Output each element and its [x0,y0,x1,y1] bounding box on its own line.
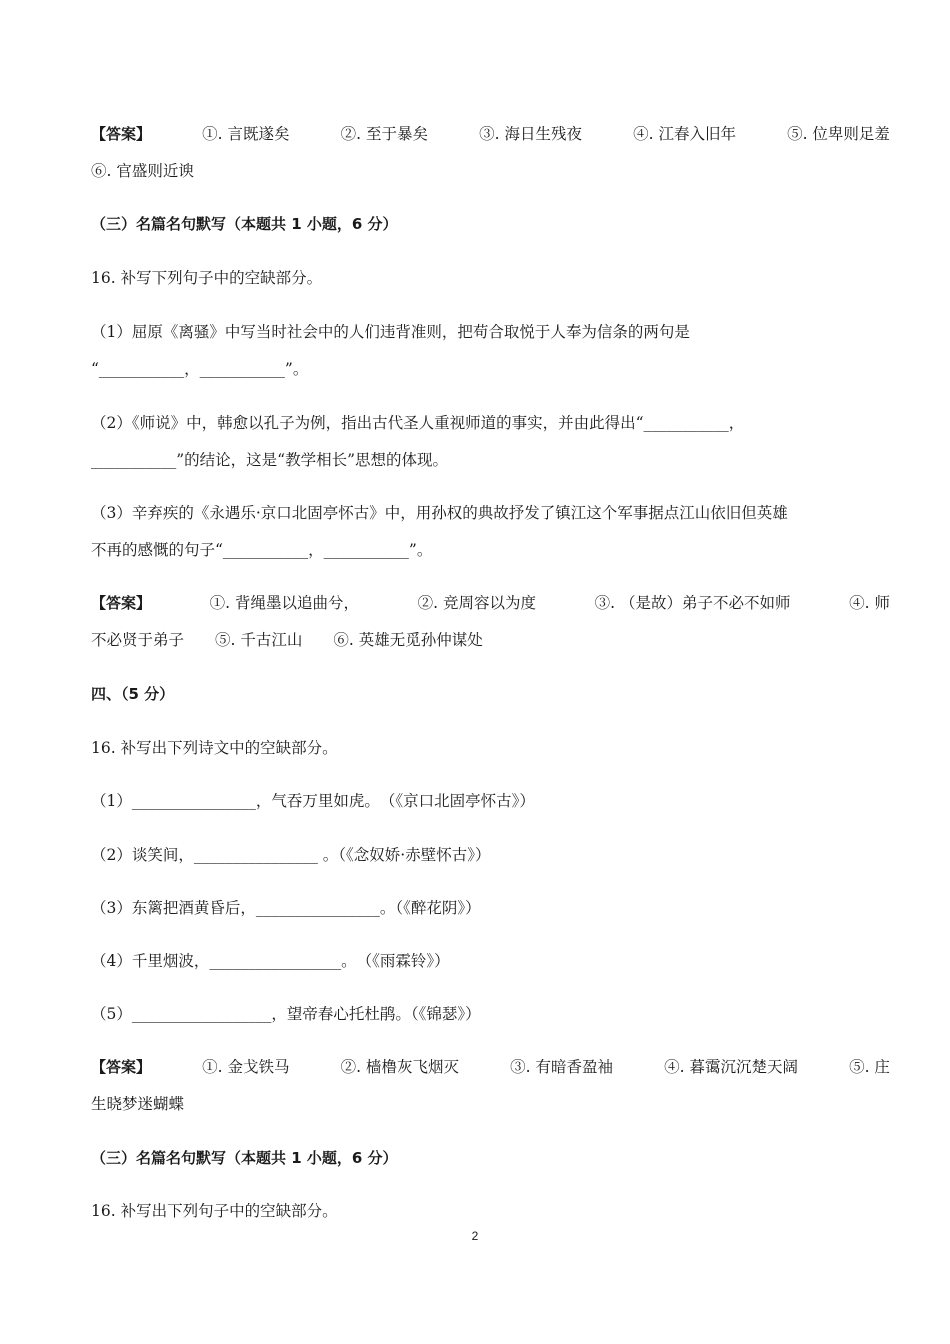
answer-item: ②. 至于暴矣 [340,125,428,143]
page-number: 2 [471,1229,479,1243]
section-heading: 四、（5 分） [91,685,175,703]
answer-item: ④. 暮霭沉沉楚天阔 [664,1058,798,1076]
section-heading: （三）名篇名句默写（本题共 1 小题，6 分） [91,1149,398,1167]
question-item: （3）东篱把酒黄昏后，________________。（《醉花阴》） [91,899,481,917]
answer-item: ①. 金戈铁马 [202,1058,290,1076]
answer-row-3 [91,1057,890,1077]
answer-item: ②. 竞周容以为度 [417,594,536,612]
answer-item: ③. （是故）弟子不必不如师 [594,594,791,612]
question-text: 16. 补写下列句子中的空缺部分。 [91,269,323,287]
question-item: ___________”的结论，这是“教学相长”思想的体现。 [91,451,449,469]
answer-continuation: 生晓梦迷蝴蝶 [91,1095,185,1113]
answer-continuation: 不必贤于弟子 ⑤. 千古江山 ⑥. 英雄无觅孙仲谋处 [91,631,483,649]
question-item: （1）屈原《离骚》中写当时社会中的人们违背准则，把苟合取悦于人奉为信条的两句是 [91,323,690,341]
question-item: （4）千里烟波，_________________。 （《雨霖铃》） [91,952,450,970]
answer-item: ⑤. 位卑则足羞 [787,125,890,143]
answer-continuation: ⑥. 官盛则近谀 [91,162,194,180]
answer-label: 【答案】 [91,1058,152,1076]
answer-label: 【答案】 [91,594,152,612]
question-item: （2）谈笑间，________________ 。（《念奴娇·赤壁怀古》） [91,846,491,864]
answer-item: ④. 师 [849,594,890,612]
answer-item: ④. 江春入旧年 [633,125,736,143]
answer-label: 【答案】 [91,125,152,143]
answer-row-1 [91,124,890,144]
answer-item: ③. 海日生残夜 [479,125,582,143]
question-text: 16. 补写出下列句子中的空缺部分。 [91,1202,338,1220]
answer-item: ①. 背绳墨以追曲兮， [209,594,359,612]
question-item: （3）辛弃疾的《永遇乐·京口北固亭怀古》中，用孙权的典故抒发了镇江这个军事据点江山依旧但英雄 [91,504,788,522]
question-item: （1）________________，气吞万里如虎。 （《京口北固亭怀古》） [91,792,535,810]
answer-item: ⑤. 庄 [849,1058,890,1076]
answer-item: ②. 樯橹灰飞烟灭 [340,1058,459,1076]
answer-row-2 [91,593,890,613]
question-item: 不再的感慨的句子“___________，___________”。 [91,541,433,559]
answer-item: ③. 有暗香盈袖 [510,1058,613,1076]
section-heading: （三）名篇名句默写（本题共 1 小题，6 分） [91,215,398,233]
question-item: （2）《师说》中，韩愈以孔子为例，指出古代圣人重视师道的事实，并由此得出“___________， [91,414,745,432]
question-text: 16. 补写出下列诗文中的空缺部分。 [91,739,338,757]
question-item: “___________，___________”。 [91,360,309,378]
answer-item: ①. 言既遂矣 [202,125,290,143]
question-item: （5）__________________，望帝春心托杜鹃。（《锦瑟》） [91,1005,481,1023]
